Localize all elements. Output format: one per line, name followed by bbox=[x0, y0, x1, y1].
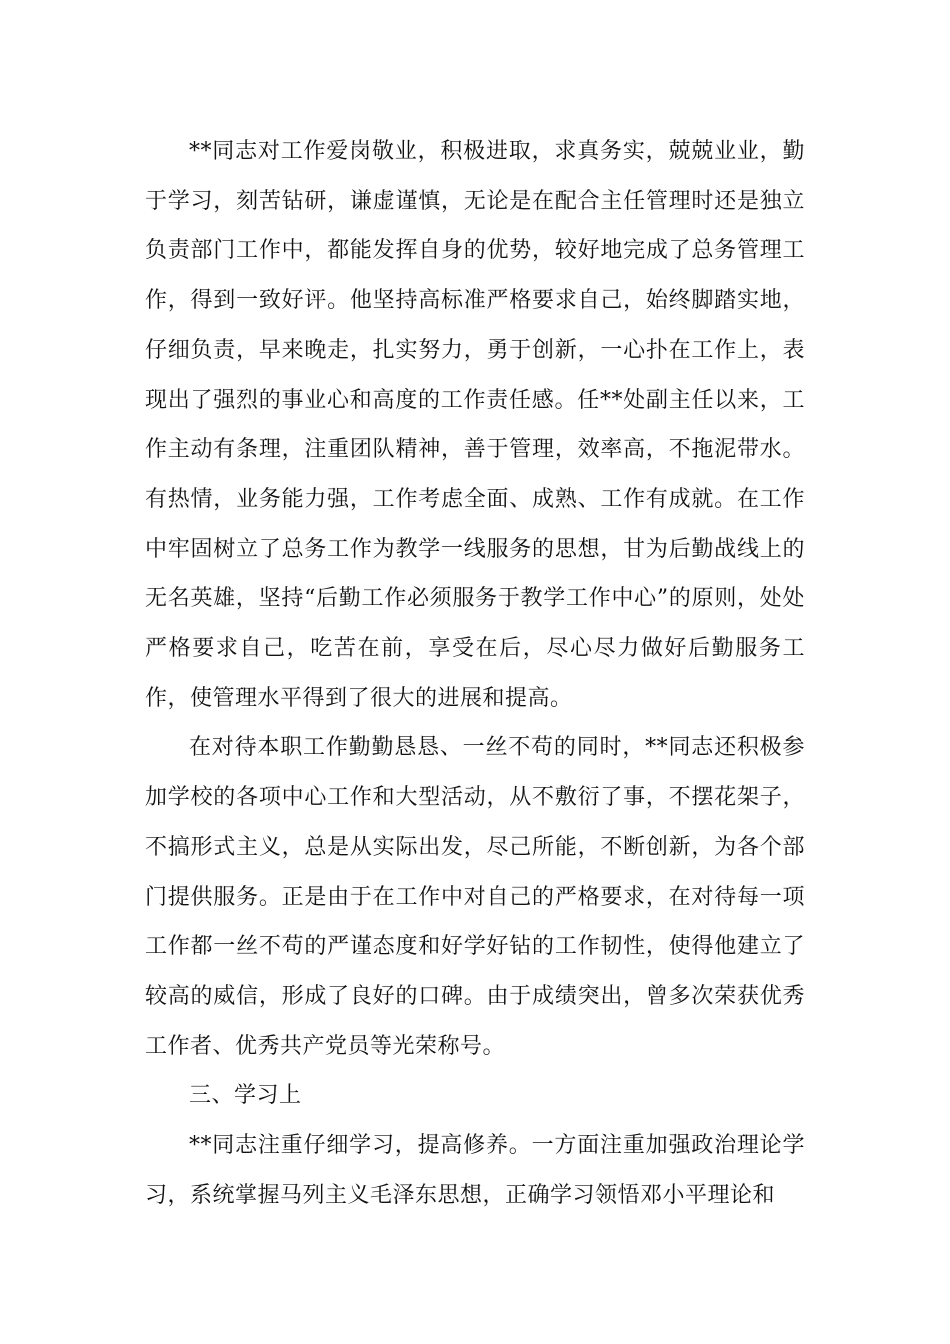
paragraph-study: **同志注重仔细学习，提高修养。一方面注重加强政治理论学习，系统掌握马列主义毛泽东思想，正确学习领悟邓小平理论和 bbox=[145, 1133, 805, 1208]
paragraph-school-activities: 在对待本职工作勤勤恳恳、一丝不苟的同时，**同志还积极参加学校的各项中心工作和大型活动，从不敷衍了事，不摆花架子，不搞形式主义，总是从实际出发，尽己所能，不断创新，为各个部门提供服务。正是由于在工作中对自己的严格要求，在对待每一项工作都一丝不苟的严谨态度和好学好钻的工作韧性，使得他建立了较高的威信，形成了良好的口碑。由于成绩突出，曾多次荣获优秀工作者、优秀共产党员等光荣称号。 bbox=[145, 735, 805, 1059]
paragraph-work-attitude: **同志对工作爱岗敬业，积极进取，求真务实，兢兢业业，勤于学习，刻苦钻研，谦虚谨慎，无论是在配合主任管理时还是独立负责部门工作中，都能发挥自身的优势，较好地完成了总务管理工作，得到一致好评。他坚持高标准严格要求自己，始终脚踏实地，仔细负责，早来晚走，扎实努力，勇于创新，一心扑在工作上，表现出了强烈的事业心和高度的工作责任感。任**处副主任以来，工作主动有条理，注重团队精神，善于管理，效率高，不拖泥带水。有热情，业务能力强，工作考虑全面、成熟、工作有成就。在工作中牢固树立了总务工作为教学一线服务的思想，甘为后勤战线上的无名英雄，坚持“后勤工作必须服务于教学工作中心”的原则，处处严格要求自己，吃苦在前，享受在后，尽心尽力做好后勤服务工作，使管理水平得到了很大的进展和提高。 bbox=[145, 139, 805, 711]
document-body bbox=[145, 127, 805, 1220]
section-heading-study: 三、学习上 bbox=[189, 1083, 302, 1109]
